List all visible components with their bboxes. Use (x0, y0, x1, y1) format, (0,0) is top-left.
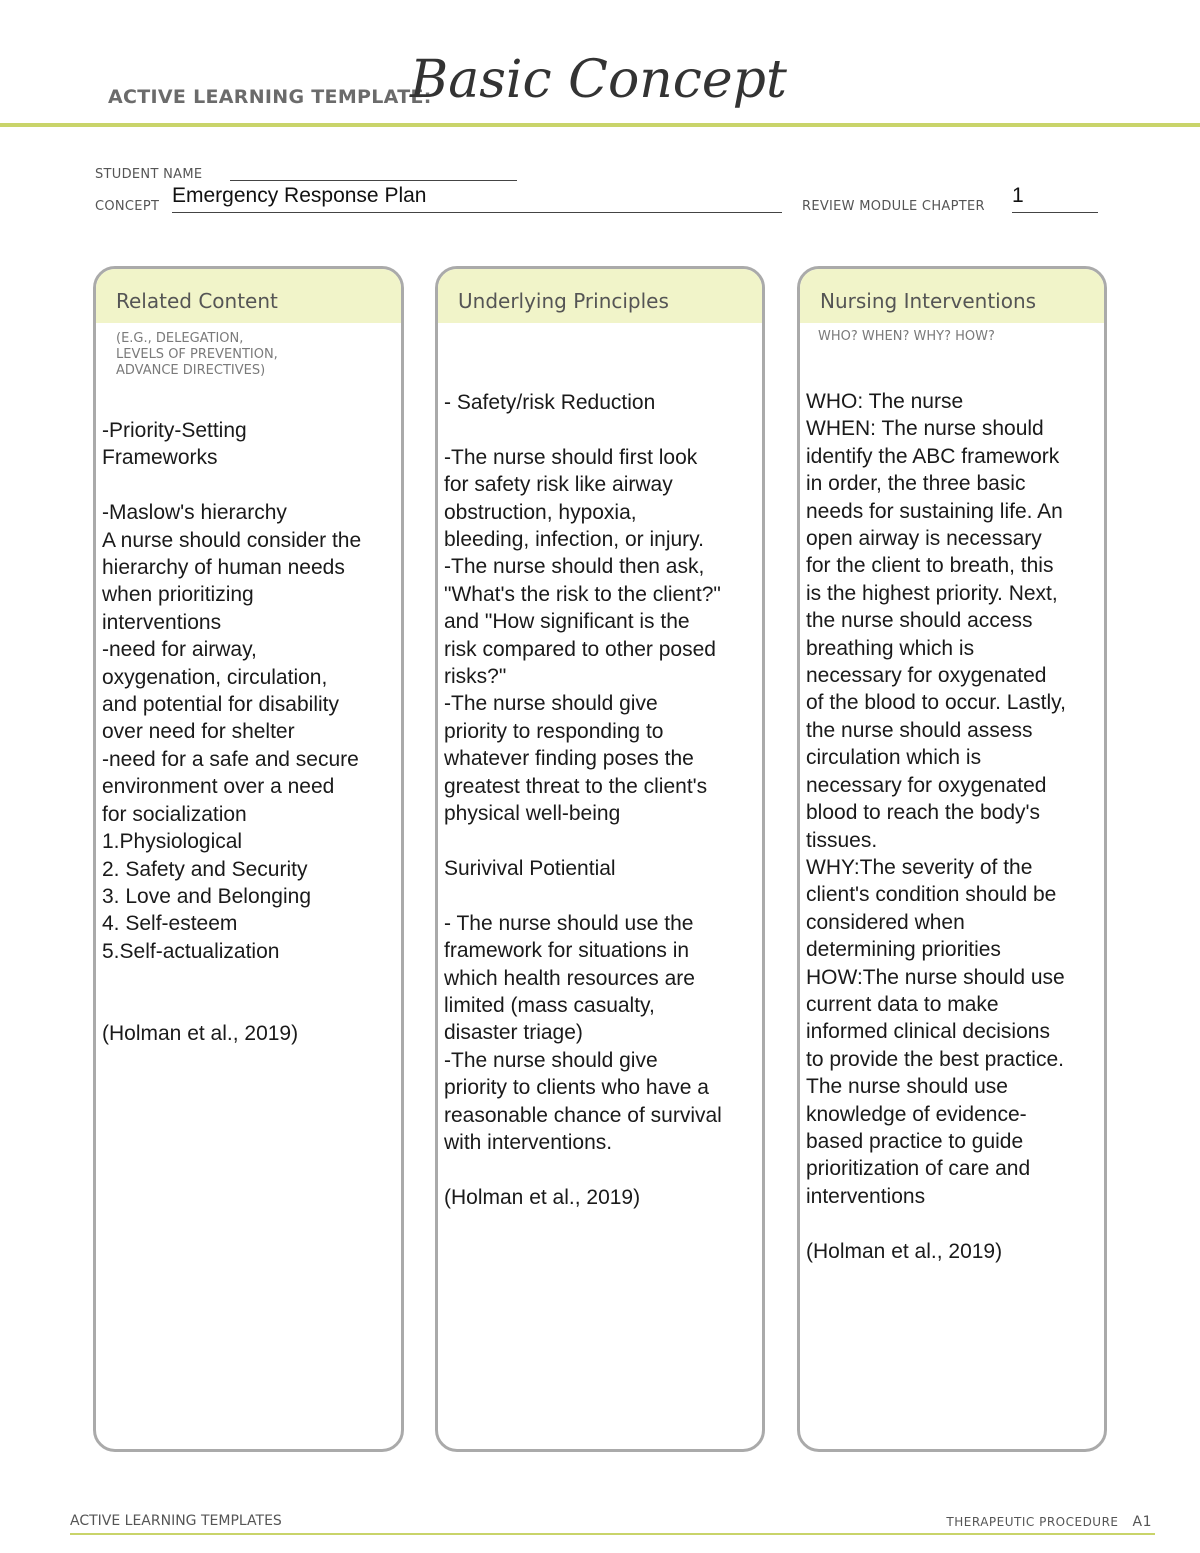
page-header (0, 0, 1200, 130)
concept-label: CONCEPT (95, 199, 160, 214)
concept-field[interactable] (172, 184, 782, 213)
student-name-field[interactable] (230, 164, 517, 181)
panel-subtitle: (E.G., DELEGATION, LEVELS OF PREVENTION, ADVANCE DIRECTIVES) (116, 331, 278, 378)
student-name-label: STUDENT NAME (95, 167, 203, 182)
nursing-interventions-text[interactable]: WHO: The nurse WHEN: The nurse should identify the ABC framework in order, the three basic needs for sustaining life. An open airway is necessary for the client to breath, this is the highest priority. Next, the nurse should access breathing which is necessary for oxygenated of the blood to occur. Lastly, the nurse should assess circulation which is necessary for oxygenated blood to reach the body's tissues. WHY:The severity of the client's condition should be considered when determining priorities HOW:The nurse should use current data to make informed clinical decisions to provide the best practice. The nurse should use knowledge of evidence- based practice to guide prioritization of care and interventions (Holman et al., 2019) (806, 390, 1066, 1263)
panel-title: Underlying Principles (458, 289, 669, 313)
panel-header (800, 269, 1104, 323)
review-module-value: 1 (1012, 184, 1024, 207)
footer-section-label: THERAPEUTIC PROCEDURE (946, 1515, 1119, 1529)
nursing-interventions-panel (797, 266, 1107, 1452)
review-module-label: REVIEW MODULE CHAPTER (802, 199, 985, 214)
underlying-principles-panel (435, 266, 765, 1452)
panel-header (438, 269, 762, 323)
panel-subtitle: WHO? WHEN? WHY? HOW? (818, 329, 995, 344)
panel-header (96, 269, 401, 323)
related-content-text[interactable]: -Priority-Setting Frameworks -Maslow's hierarchy A nurse should consider the hierarchy of human needs when prioritizing interventions -need for airway, oxygenation, circulation, and potential for disability over need for shelter -need for a safe and secure environment over a need for socialization 1.Physiological 2. Safety and Security 3. Love and Belonging 4. Self-esteem 5.Self-actualization (Holman et al., 2019) (102, 419, 362, 1045)
footer-divider (70, 1533, 1155, 1535)
page-number: A1 (1132, 1514, 1152, 1530)
review-module-field[interactable] (1012, 184, 1098, 213)
concept-value: Emergency Response Plan (172, 184, 427, 207)
related-content-panel (93, 266, 404, 1452)
template-title: Basic Concept (410, 50, 787, 110)
header-divider (0, 123, 1200, 127)
panel-title: Nursing Interventions (820, 289, 1037, 313)
footer-right (946, 1514, 1152, 1530)
footer-left-label: ACTIVE LEARNING TEMPLATES (70, 1513, 282, 1529)
underlying-principles-text[interactable]: - Safety/risk Reduction -The nurse should first look for safety risk like airway obstruction, hypoxia, bleeding, infection, or injury. -The nurse should then ask, "What's the risk to the client?" and "How significant is the risk compared to other posed risks?" -The nurse should give priority to responding to whatever finding poses the greatest threat to the client's physical well-being Surivival Potiential - The nurse should use the framework for situations in which health resources are limited (mass casualty, disaster triage) -The nurse should give priority to clients who have a reasonable chance of survival with interventions. (Holman et al., 2019) (444, 391, 722, 1209)
panel-title: Related Content (116, 289, 278, 313)
template-label: ACTIVE LEARNING TEMPLATE: (108, 86, 432, 108)
